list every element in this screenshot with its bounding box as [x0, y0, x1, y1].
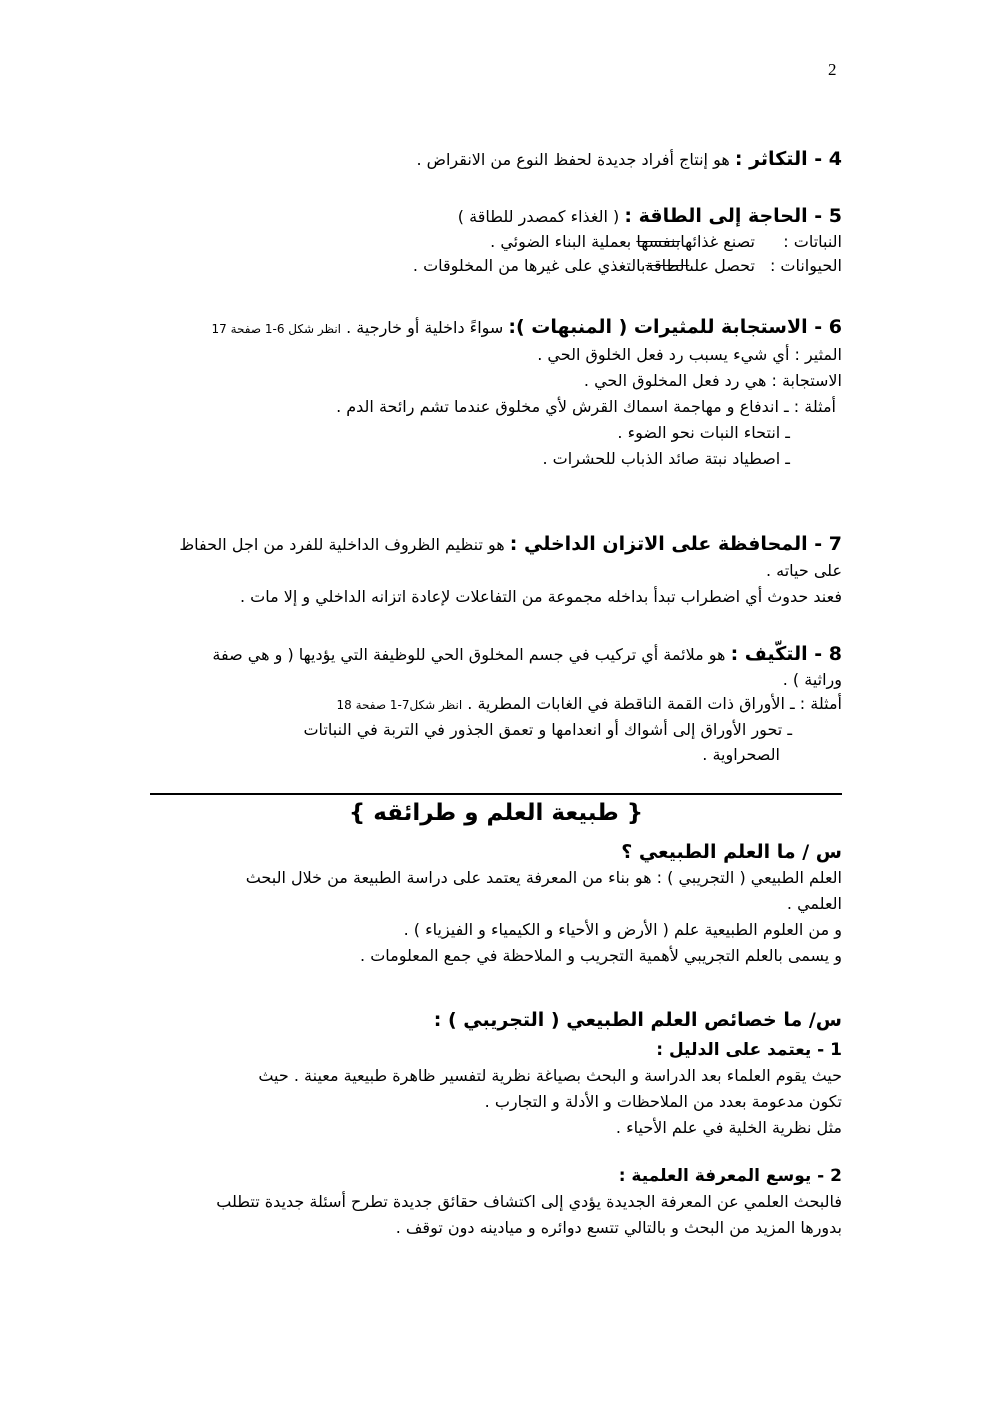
question-2: س/ ما خصائص العلم الطبيعي ( التجريبي ) : — [433, 1009, 842, 1031]
section-response-to-stimuli — [211, 314, 842, 472]
adaptation-example-3: الصحراوية . — [702, 745, 780, 764]
question-1: س / ما العلم الطبيعي ؟ — [621, 841, 842, 863]
adaptation-text-1: هو ملائمة أي تركيب في جسم المخلوق الحي للوظيفة التي يؤديها ( و هي صفة — [212, 645, 726, 664]
section-homeostasis — [162, 531, 842, 610]
section-adaptation — [152, 641, 842, 767]
example-shark: أمثلة : ـ اندفاع و مهاجمة اسماك القرش لأي مخلوق عندما تشم رائحة الدم . — [336, 397, 836, 416]
response-definition: الاستجابة : هي رد فعل المخلوق الحي . — [583, 371, 842, 390]
section-reproduction — [416, 146, 842, 173]
point-1-line-2: تكون مدعومة بعدد من الملاحظات و الأدلة و التجارب . — [484, 1092, 842, 1111]
plants-label: النباتات : — [783, 232, 842, 251]
plants-text-a: تصنع غذائها — [680, 232, 755, 251]
plants-text-b: بعملية البناء الضوئي . — [490, 232, 632, 251]
adaptation-example-2: ـ تحور الأوراق إلى أشواك أو انعدامها و تعمق الجذور في التربة في النباتات — [303, 720, 792, 739]
plants-struck-text: بنفسها — [636, 232, 681, 251]
question-natural-science — [152, 839, 842, 969]
animals-text-b: بالتغذي على غيرها من المخلوقات . — [412, 256, 646, 275]
page-number: 2 — [828, 60, 837, 79]
point-2-heading: 2 - يوسع المعرفة العلمية : — [618, 1166, 842, 1186]
point-2-line-2: بدورها المزيد من البحث و بالتالي تتسع دوائره و ميادينه دون توقف . — [395, 1218, 842, 1237]
point-2-line-1: فالبحث العلمي عن المعرفة الجديدة يؤدي إلى اكتشاف حقائق جديدة تطرح أسئلة جديدة تتطلب — [216, 1192, 842, 1211]
stimulus-definition: المثير : أي شيء يسبب رد فعل الخلوق الحي . — [537, 345, 842, 364]
section-energy-need — [413, 203, 842, 278]
homeostasis-text-1: هو تنظيم الظروف الداخلية للفرد من اجل الحفاظ — [179, 535, 505, 554]
response-heading: 6 - الاستجابة للمثيرات ( المنبهات ): — [508, 316, 842, 338]
adaptation-text-2: وراثية ) . — [782, 670, 842, 689]
example-phototropism: ـ انتحاء النبات نحو الضوء . — [617, 423, 790, 442]
question-characteristics — [152, 1007, 842, 1241]
homeostasis-heading: 7 - المحافظة على الاتزان الداخلي : — [509, 533, 842, 555]
energy-note: ( الغذاء كمصدر للطاقة ) — [457, 207, 620, 226]
reproduction-heading: 4 - التكاثر : — [734, 148, 842, 170]
reproduction-text: هو إنتاج أفراد جديدة لحفظ النوع من الانقراض . — [416, 150, 730, 169]
animals-text-a: تحصل على — [689, 256, 755, 275]
homeostasis-text-2: على حياته . — [765, 561, 842, 580]
answer-1-line-3: و من العلوم الطبيعية علم ( الأرض و الأحياء و الكيمياء و الفيزياء ) . — [403, 920, 842, 939]
adaptation-figure-reference: انظر شكل7-1 صفحة 18 — [336, 698, 463, 712]
section-title: { طبيعة العلم و طرائقه } — [348, 800, 644, 826]
point-1-line-3: مثل نظرية الخلية في علم الأحياء . — [615, 1118, 842, 1137]
point-1-line-1: حيث يقوم العلماء بعد الدراسة و البحث بصياغة نظرية لتفسير ظاهرة طبيعية معينة . حيث — [258, 1066, 842, 1085]
answer-1-line-2: العلمي . — [786, 894, 842, 913]
animals-label: الحيوانات : — [769, 256, 842, 275]
point-1-heading: 1 - يعتمد على الدليل : — [656, 1040, 842, 1060]
adaptation-heading: 8 - التكّيف : — [730, 643, 842, 665]
answer-1-line-1: العلم الطبيعي ( التجريبي ) : هو بناء من المعرفة يعتمد على دراسة الطبيعة من خلال البحث — [245, 868, 842, 887]
adaptation-example-1: أمثلة : ـ الأوراق ذات القمة الناقطة في الغابات المطرية . — [467, 694, 842, 713]
energy-heading: 5 - الحاجة إلى الطاقة : — [624, 205, 842, 227]
horizontal-divider — [150, 793, 842, 795]
response-text: سواءً داخلية أو خارجية . — [346, 318, 504, 337]
figure-reference: انظر شكل 6-1 صفحة 17 — [211, 322, 342, 336]
animals-struck-text: الطاقة — [645, 256, 690, 275]
answer-1-line-4: و يسمى بالعلم التجريبي لأهمية التجريب و الملاحظة في جمع المعلومات . — [360, 946, 842, 965]
example-flytrap: ـ اصطياد نبتة صائد الذباب للحشرات . — [542, 449, 790, 468]
homeostasis-text-3: فعند حدوث أي اضطراب تبدأ بداخله مجموعة من التفاعلات لإعادة اتزانه الداخلي و إلا مات . — [239, 587, 842, 606]
